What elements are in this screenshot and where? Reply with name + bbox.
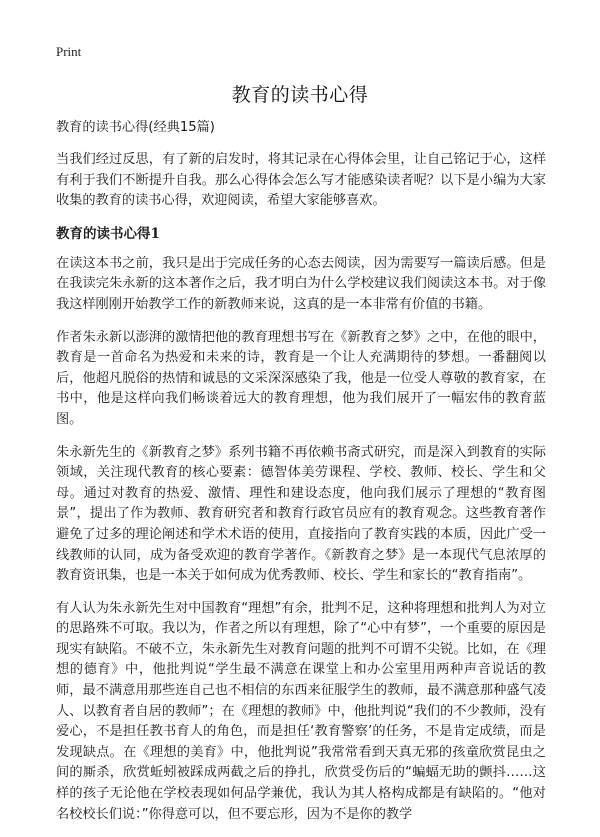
- paragraph: 有人认为朱永新先生对中国教育“理想”有余，批判不足，这种将理想和批判人为对立的思路殊不可取。我以为，作者之所以有理想，除了“心中有梦”，一个重要的原因是现实有缺陷。不破不立，朱永新先生对教育问题的批判不可谓不尖锐。比如，在《理想的德育》中，他批判说“学生最不满意在课堂上和办公室里用两种声音说话的教师，最不满意用那些连自己也不相信的东西来征服学生的教师，最不满意那种盛气凌人、以教育者自居的教师”；在《理想的教师》中，他批判说“我们的不少教师，没有爱心，不是担任教书育人的角色，而是担任‘教育警察’的任务，不是肯定成绩，而是发现缺点。在《理想的美育》中，他批判说”我常常看到天真无邪的孩童欣赏昆虫之间的厮杀，欣赏蚯蚓被踩成两截之后的挣扎，欣赏受伤后的“蝙蝠无助的颤抖……这样的孩子无论他在学校表现如何品学兼优，我认为其人格构成都是有缺陷的。“他对名校校长们说：”你得意可以，但不要忘形，因为不是你的教学: [56, 600, 546, 822]
- page-title: 教育的读书心得: [231, 84, 369, 106]
- paragraph: 在读这本书之前，我只是出于完成任务的心态去阅读，因为需要写一篇读后感。但是在我读完朱永新的这本著作之后，我才明白为什么学校建议我们阅读这本书。对于像我这样刚刚开始教学工作的新教师来说，这真的是一本非常有价值的书籍。: [56, 255, 546, 312]
- section-heading: 教育的读书心得1: [56, 225, 160, 242]
- article-body: [56, 118, 546, 837]
- intro-paragraph: 当我们经过反思，有了新的启发时，将其记录在心得体会里，让自己铭记于心，这样有利于我们不断提升自我。那么心得体会怎么写才能感染读者呢？以下是小编为大家收集的教育的读书心得，欢迎阅读，希望大家能够喜欢。: [56, 152, 546, 209]
- print-link[interactable]: Print: [56, 44, 82, 59]
- paragraph: 朱永新先生的《新教育之梦》系列书籍不再依赖书斋式研究，而是深入到教育的实际领域，关注现代教育的核心要素：德智体美劳课程、学校、教师、校长、学生和父母。通过对教育的热爱、激情、理性和建设态度，他向我们展示了理想的“教育图景”，提出了作为教师、教育研究者和教育行政官员应有的教育观念。这些教育著作避免了过多的理论阐述和学术术语的使用，直接指向了教育实践的本质，因此广受一线教师的认同，成为备受欢迎的教育学著作。《新教育之梦》是一本现代气息浓厚的教育资讯集，也是一本关于如何成为优秀教师、校长、学生和家长的“教育指南”。: [56, 444, 546, 584]
- paragraph: 作者朱永新以澎湃的激情把他的教育理想书写在《新教育之梦》之中，在他的眼中，教育是一首命名为热爱和未来的诗，教育是一个让人充满期待的梦想。一番翻阅以后，他超凡脱俗的热情和诚恳的文采深深感染了我，他是一位受人尊敬的教育家，在书中，他是这样向我们畅谈着远大的教育理想，他为我们展开了一幅宏伟的教育蓝图。: [56, 329, 546, 427]
- article-subtitle: 教育的读书心得(经典15篇): [56, 120, 215, 135]
